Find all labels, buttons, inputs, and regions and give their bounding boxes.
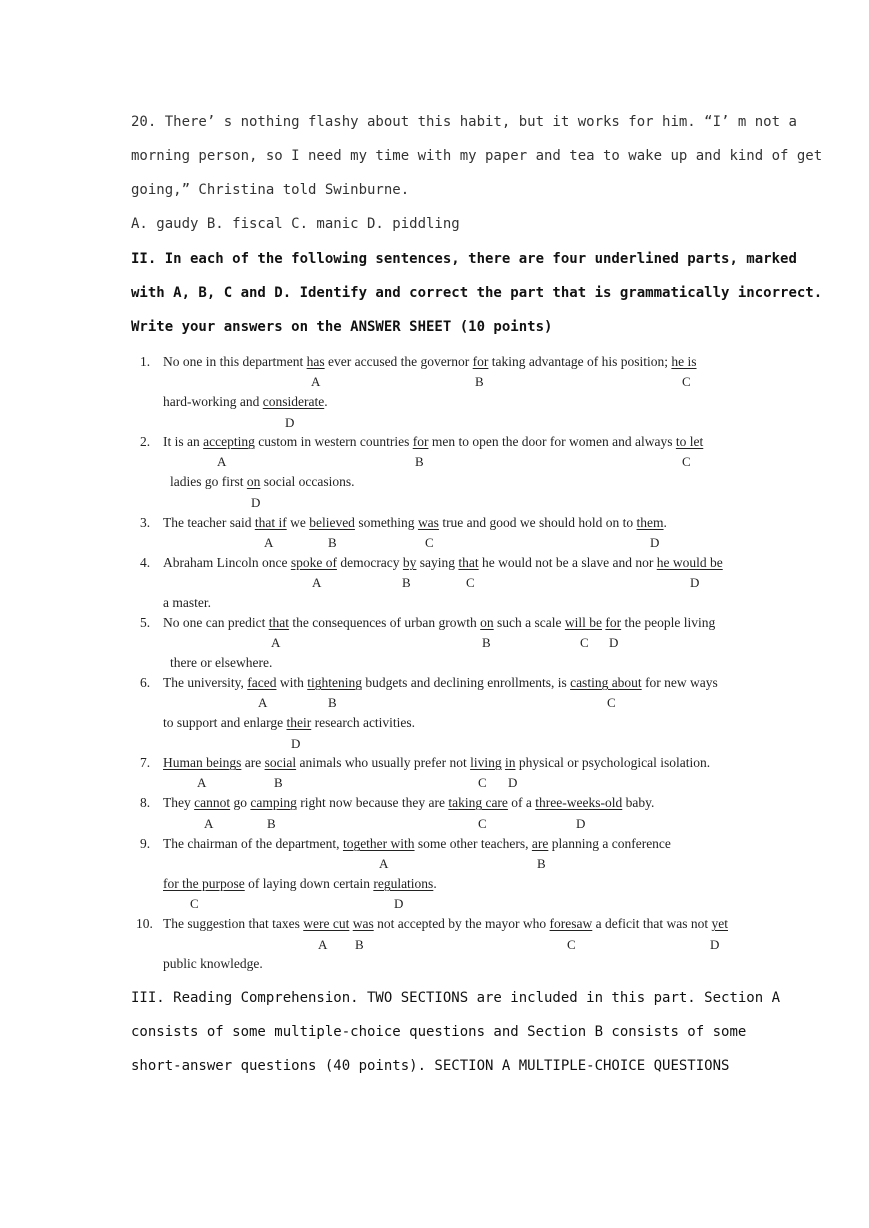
item-sentence: The university, faced with tightening budgets and declining enrollments, is casting about for new ways xyxy=(163,675,718,690)
item-number: 9. xyxy=(140,836,151,851)
error-item-4 xyxy=(0,555,869,615)
label-b: B xyxy=(355,937,364,952)
label-a: A xyxy=(264,535,274,550)
label-b: B xyxy=(402,575,411,590)
section3-line-2: consists of some multiple-choice questions and Section B consists of some xyxy=(131,1024,747,1040)
label-c: C xyxy=(682,374,691,389)
label-b: B xyxy=(267,816,276,831)
label-c: C xyxy=(478,775,487,790)
error-item-6 xyxy=(0,675,869,755)
item-sentence: They cannot go camping right now because they are taking care of a three-weeks-old baby. xyxy=(163,795,655,810)
item-sentence-cont: for the purpose of laying down certain regulations. xyxy=(163,876,437,891)
label-a: A xyxy=(197,775,207,790)
label-d: D xyxy=(609,635,619,650)
label-a: A xyxy=(271,635,281,650)
label-a: A xyxy=(318,937,328,952)
item-sentence-cont: ladies go first on social occasions. xyxy=(170,474,355,489)
label-c: C xyxy=(580,635,589,650)
label-c: C xyxy=(567,937,576,952)
item-number: 10. xyxy=(136,916,153,931)
error-item-2 xyxy=(0,434,869,514)
error-item-9 xyxy=(0,836,869,916)
item-sentence-cont: there or elsewhere. xyxy=(170,655,273,670)
item-number: 6. xyxy=(140,675,151,690)
q20-line-2: morning person, so I need my time with my paper and tea to wake up and kind of get xyxy=(131,148,823,164)
label-b: B xyxy=(537,856,546,871)
error-item-7 xyxy=(0,755,869,795)
label-b: B xyxy=(274,775,283,790)
item-sentence-cont: to support and enlarge their research activities. xyxy=(163,715,416,730)
label-a: A xyxy=(204,816,214,831)
item-sentence: The chairman of the department, together with some other teachers, are planning a conference xyxy=(163,836,671,851)
label-a: A xyxy=(258,695,268,710)
item-number: 5. xyxy=(140,615,151,630)
item-number: 8. xyxy=(140,795,151,810)
item-sentence: It is an accepting custom in western countries for men to open the door for women and always to let xyxy=(163,434,704,449)
label-d: D xyxy=(508,775,518,790)
item-sentence: Abraham Lincoln once spoke of democracy by saying that he would not be a slave and nor he would be xyxy=(163,555,723,570)
error-item-5 xyxy=(0,615,869,675)
section2-heading-1: II. In each of the following sentences, there are four underlined parts, marked xyxy=(131,251,797,267)
section2-heading-3: Write your answers on the ANSWER SHEET (10 points) xyxy=(131,319,553,335)
item-number: 3. xyxy=(140,515,151,530)
label-b: B xyxy=(482,635,491,650)
label-b: B xyxy=(328,695,337,710)
error-item-8 xyxy=(0,795,869,835)
label-a: A xyxy=(379,856,389,871)
item-number: 2. xyxy=(140,434,151,449)
label-a: A xyxy=(217,454,227,469)
label-b: B xyxy=(475,374,484,389)
item-sentence-cont: hard-working and considerate. xyxy=(163,394,328,409)
item-number: 4. xyxy=(140,555,151,570)
section3-line-1: III. Reading Comprehension. TWO SECTIONS are included in this part. Section A xyxy=(131,990,781,1006)
section2-heading-2: with A, B, C and D. Identify and correct the part that is grammatically incorrect. xyxy=(131,285,823,301)
label-d: D xyxy=(710,937,720,952)
label-c: C xyxy=(425,535,434,550)
label-c: C xyxy=(682,454,691,469)
label-b: B xyxy=(328,535,337,550)
q20-options: A. gaudy B. fiscal C. manic D. piddling xyxy=(131,216,460,232)
label-c: C xyxy=(607,695,616,710)
label-b: B xyxy=(415,454,424,469)
section3-line-3: short-answer questions (40 points). SECTION A MULTIPLE-CHOICE QUESTIONS xyxy=(131,1058,730,1074)
item-sentence: The suggestion that taxes were cut was not accepted by the mayor who foresaw a deficit that was not yet xyxy=(163,916,728,931)
label-d: D xyxy=(650,535,660,550)
label-a: A xyxy=(311,374,321,389)
label-d: D xyxy=(690,575,700,590)
item-sentence: The teacher said that if we believed something was true and good we should hold on to them. xyxy=(163,515,667,530)
q20-line-3: going,” Christina told Swinburne. xyxy=(131,182,410,198)
error-item-1 xyxy=(0,354,869,434)
label-d: D xyxy=(251,495,261,510)
item-sentence-cont: public knowledge. xyxy=(163,956,263,971)
label-c: C xyxy=(190,896,199,911)
label-d: D xyxy=(576,816,586,831)
label-d: D xyxy=(285,415,295,430)
error-item-10 xyxy=(0,916,869,976)
label-d: D xyxy=(394,896,404,911)
label-a: A xyxy=(312,575,322,590)
item-number: 7. xyxy=(140,755,151,770)
label-c: C xyxy=(478,816,487,831)
error-item-3 xyxy=(0,515,869,555)
item-sentence: No one in this department has ever accused the governor for taking advantage of his position; he is xyxy=(163,354,697,369)
q20-line-1: 20. There’ s nothing flashy about this habit, but it works for him. “I’ m not a xyxy=(131,114,797,130)
item-number: 1. xyxy=(140,354,151,369)
item-sentence: Human beings are social animals who usually prefer not living in physical or psychological isolation. xyxy=(163,755,711,770)
item-sentence: No one can predict that the consequences of urban growth on such a scale will be for the people living xyxy=(163,615,716,630)
label-d: D xyxy=(291,736,301,751)
item-sentence-cont: a master. xyxy=(163,595,211,610)
label-c: C xyxy=(466,575,475,590)
